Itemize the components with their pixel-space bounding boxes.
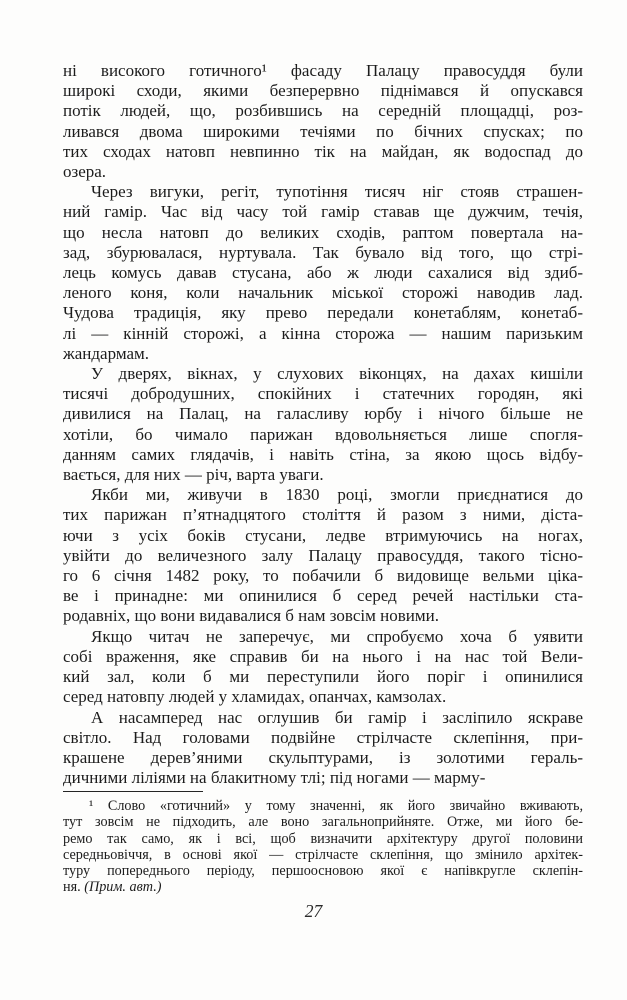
text-line: Якщо читач не заперечує, ми спробуємо хоча б уявити: [91, 626, 583, 646]
text-line: Якби ми, живучи в 1830 році, змогли приєднатися до: [91, 485, 583, 505]
text-line: собі враження, яке справив би на нього і на нас той Вели-: [63, 646, 583, 666]
text-line: широкі сходи, якими безперервно піднімався й опускався: [63, 81, 583, 101]
footnote-line: середньовіччя, в основі якої — стрілчасте склепіння, що змінило архітек-: [63, 846, 583, 863]
text-line: зад, збурювалася, нуртувала. Так бувало від того, що стрі-: [63, 242, 583, 262]
text-line: вається, для них — річ, варта уваги.: [63, 465, 324, 485]
text-line: хотіли, бо чимало парижан вдовольняється лише спогля-: [63, 424, 583, 444]
text-line: ючи з усіх боків стусани, ледве втримуючись на ногах,: [63, 525, 583, 545]
text-line: ний гамір. Час від часу той гамір ставав ще дужчим, течія,: [63, 202, 583, 222]
page-number: 27: [304, 901, 323, 921]
text-line: світло. Над головами подвійне стрілчасте склепіння, при-: [63, 727, 583, 747]
paragraph: [63, 708, 583, 789]
text-line: кий зал, коли б ми переступили його поріг і опинилися: [63, 667, 583, 687]
text-line: тисячі добродушних, спокійних і статечних городян, які: [63, 384, 583, 404]
paragraph: [63, 182, 583, 364]
body-text: [63, 61, 583, 788]
text-line: дивилися на Палац, на галасливу юрбу і нічого більше не: [63, 404, 583, 424]
footnote-line: туру попереднього періоду, першоосновою якої є напівкругле склепін-: [63, 863, 583, 880]
text-line: родавніх, що вони видавалися б нам зовсім новими.: [63, 606, 439, 626]
paragraph: [63, 61, 583, 182]
text-line: тих парижан п’ятнадцятого століття й разом з ними, діста-: [63, 505, 583, 525]
text-line: жандармам.: [63, 343, 150, 363]
text-line: Через вигуки, регіт, тупотіння тисяч ніг стояв страшен-: [91, 182, 583, 202]
text-line: дичними ліліями на блакитному тлі; під ногами — марму-: [63, 768, 486, 788]
text-line: лець комусь давав стусана, або ж люди сахалися від здиб-: [63, 263, 583, 283]
text-line: крашене дерев’яними скульптурами, із золотими гераль-: [63, 747, 583, 767]
text-line: серед натовпу людей у хламидах, опанчах, камзолах.: [63, 687, 447, 707]
text-line: тих сходах натовп невпинно тік на майдан, як водоспад до: [63, 141, 583, 161]
text-line: ливався двома широкими течіями по бічних спусках; по: [63, 121, 583, 141]
text-line: У дверях, вікнах, у слухових віконцях, на дахах кишіли: [91, 364, 583, 384]
text-line: А насамперед нас оглушив би гамір і засліпило яскраве: [91, 707, 583, 727]
footnote-author-note: (Прим. авт.): [84, 879, 162, 896]
text-line: ні високого готичного¹ фасаду Палацу правосуддя були: [63, 61, 583, 80]
footnote-line: ¹ Слово «готичний» у тому значенні, як його звичайно вживають,: [89, 798, 583, 814]
text-line: що несла натовп до великих сходів, раптом повертала на-: [63, 222, 583, 242]
footnote-separator: [63, 791, 203, 792]
footnote: [63, 798, 583, 896]
text-line: Чудова традиція, яку прево передали конетаблям, конетаб-: [63, 303, 583, 323]
text-line: озера.: [63, 162, 107, 182]
text-line: ве і принадне: ми опинилися б серед речей настільки ста-: [63, 586, 583, 606]
footnote-line: [63, 879, 583, 895]
paragraph: [63, 364, 583, 485]
text-line: лі — кінній сторожі, а кінна сторожа — нашим паризьким: [63, 323, 583, 343]
text-line: потік людей, що, розбившись на середній площадці, роз-: [63, 101, 583, 121]
footnote-line: ремо так само, як і всі, щоб визначити архітектуру другої половини: [63, 830, 583, 847]
paragraph: [63, 485, 583, 626]
text-line: данням самих глядачів, і навіть стіна, за якою щось відбу-: [63, 444, 583, 464]
footnote-line: тут зовсім не підходить, але воно загальноприйняте. Отже, ми його бе-: [63, 814, 583, 831]
paragraph: [63, 627, 583, 708]
text-line: увійти до величезного залу Палацу правосуддя, такого тісно-: [63, 545, 583, 565]
text-line: го 6 січня 1482 року, то побачили б видовище вельми ціка-: [63, 566, 583, 586]
text-line: леного коня, коли начальник міської сторожі наводив лад.: [63, 283, 583, 303]
footnote-last-text: ня.: [63, 879, 85, 896]
